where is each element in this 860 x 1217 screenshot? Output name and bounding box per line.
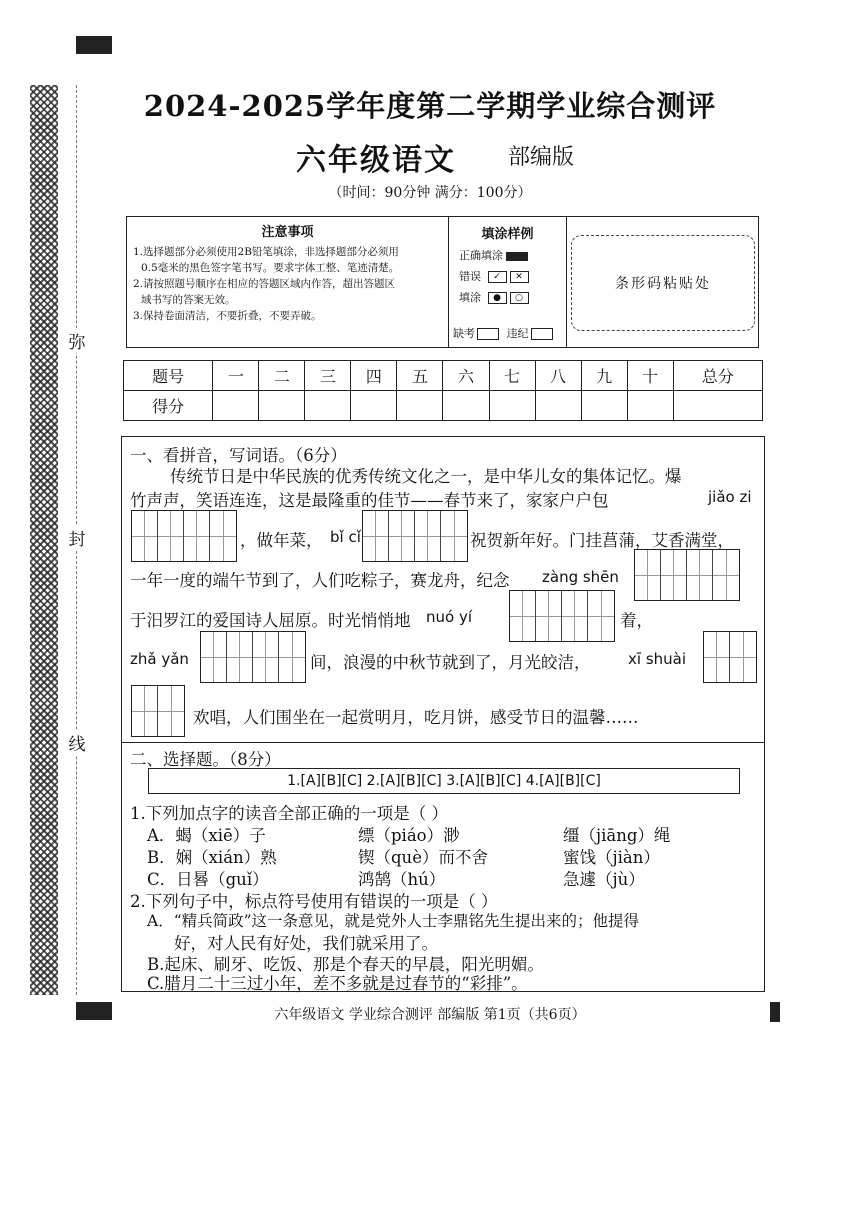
binding-char-feng: 封	[68, 525, 86, 550]
grid-cell[interactable]	[158, 511, 184, 561]
score-header-cell: 五	[397, 361, 443, 391]
grid-cell[interactable]	[253, 632, 279, 682]
sample-wrong-row-2	[459, 289, 566, 305]
grid-cell[interactable]	[279, 632, 305, 682]
q1-option-a2: 缥（piáo）渺	[358, 826, 460, 845]
registration-mark-top-left	[76, 36, 112, 54]
grid-cell[interactable]	[730, 632, 756, 682]
section1-line-7: 欢唱，人们围坐在一起赏明月，吃月饼，感受节日的温馨……	[193, 708, 639, 727]
grid-cell[interactable]	[562, 591, 588, 641]
edition-label: 部编版	[508, 145, 575, 170]
question-1: 1.下列加点字的读音全部正确的一项是（ ）	[130, 804, 448, 823]
notice-item: 域书写的答案无效。	[141, 294, 236, 306]
answer-bubble-bar[interactable]: 1.[A][B][C] 2.[A][B][C] 3.[A][B][C] 4.[A][B][C]	[148, 768, 740, 794]
score-cell[interactable]	[673, 391, 762, 421]
sample-column	[449, 217, 567, 347]
pinyin-xishuai: xī shuài	[628, 650, 687, 668]
grid-cell[interactable]	[510, 591, 536, 641]
score-cell[interactable]	[351, 391, 397, 421]
dot-swatch-icon: ●	[488, 292, 507, 304]
sample-fill-label: 填涂	[459, 291, 481, 304]
score-row-label: 得分	[124, 391, 213, 421]
sample-correct-label: 正确填涂	[459, 249, 503, 262]
q2-option-c: C.腊月二十三过小年，差不多就是过春节的“彩排”。	[147, 974, 528, 993]
score-cell[interactable]	[489, 391, 535, 421]
score-header-cell: 总分	[673, 361, 762, 391]
score-header-cell: 四	[351, 361, 397, 391]
pinyin-nuoyi: nuó yí	[426, 608, 473, 626]
section1-line-3b: 祝贺新年好。门挂菖蒲，艾香满堂，	[470, 531, 734, 550]
absent-label: 缺考	[453, 327, 475, 340]
q1-option-b3: 蜜饯（jiàn）	[563, 848, 660, 867]
pinyin-zhayan: zhǎ yǎn	[130, 650, 189, 668]
score-cell[interactable]	[305, 391, 351, 421]
q1-option-a1: A．蝎（xiē）子	[147, 826, 266, 845]
section1-line-4: 一年一度的端午节到了，人们吃粽子，赛龙舟，纪念	[130, 571, 510, 590]
absent-checkbox[interactable]	[477, 328, 499, 340]
score-cell[interactable]	[627, 391, 673, 421]
q1-option-b1: B．娴（xián）熟	[147, 848, 277, 867]
notice-column	[127, 217, 449, 347]
notice-item: 1.选择题部分必须使用2B铅笔填涂，非选择题部分必须用	[133, 246, 399, 258]
violation-label: 违纪	[506, 327, 529, 340]
score-cell[interactable]	[259, 391, 305, 421]
sample-wrong-label: 错误	[459, 270, 481, 283]
write-grid-bici[interactable]	[362, 510, 468, 562]
grid-cell[interactable]	[184, 511, 210, 561]
score-header-cell: 题号	[124, 361, 213, 391]
pinyin-zangshen: zàng shēn	[542, 568, 619, 586]
write-grid-xishuai-1[interactable]	[703, 631, 757, 683]
q1-option-c3: 急遽（jù）	[563, 870, 645, 889]
grid-cell[interactable]	[415, 511, 441, 561]
q1-option-a3: 缰（jiāng）绳	[563, 826, 671, 845]
grid-cell[interactable]	[210, 511, 236, 561]
write-grid-nuoyi[interactable]	[509, 590, 615, 642]
barcode-area: 条形码粘贴处	[571, 235, 755, 331]
q2-option-a-line1: A．“精兵简政”这一条意见，就是党外人士李鼎铭先生提出来的；他提得	[147, 912, 640, 930]
section1-line-5: 于汨罗江的爱国诗人屈原。时光悄悄地	[130, 611, 411, 630]
score-header-row	[124, 361, 763, 391]
section2-heading: 二、选择题。（8分）	[130, 750, 281, 769]
filled-swatch-icon	[506, 252, 528, 261]
section1-line-3a: ，做年菜，	[240, 531, 323, 550]
subject-title: 六年级语文	[296, 143, 456, 178]
sample-correct-row	[459, 247, 566, 263]
score-header-cell: 九	[581, 361, 627, 391]
pinyin-jiaozi: jiǎo zi	[708, 488, 752, 506]
binding-char-mi: 弥	[68, 328, 86, 353]
grid-cell[interactable]	[201, 632, 227, 682]
section1-line-1: 传统节日是中华民族的优秀传统文化之一，是中华儿女的集体记忆。爆	[170, 467, 682, 486]
pinyin-bici: bǐ cǐ	[330, 528, 361, 546]
score-header-cell: 二	[259, 361, 305, 391]
score-header-cell: 三	[305, 361, 351, 391]
score-cell[interactable]	[535, 391, 581, 421]
section1-line-6: 间，浪漫的中秋节就到了，月光皎洁，	[310, 653, 591, 672]
question-2: 2.下列句子中，标点符号使用有错误的一项是（ ）	[130, 892, 498, 911]
grid-cell[interactable]	[536, 591, 562, 641]
write-grid-zangshen[interactable]	[634, 549, 740, 601]
notice-item: 3.保持卷面清洁，不要折叠，不要弄破。	[133, 310, 322, 322]
write-grid-jiaozi[interactable]	[131, 510, 237, 562]
notice-item: 0.5毫米的黑色签字笔书写。要求字体工整、笔迹清楚。	[141, 262, 400, 274]
grid-cell[interactable]	[588, 591, 614, 641]
grid-cell[interactable]	[704, 632, 730, 682]
section1-line-5b: 着，	[620, 611, 653, 630]
q1-option-c2: 鸿鹄（hú）	[358, 870, 446, 889]
notice-title: 注意事项	[261, 225, 314, 240]
grid-cell[interactable]	[389, 511, 415, 561]
binding-strip	[30, 85, 58, 995]
binding-char-xian: 线	[68, 730, 86, 755]
notice-box	[126, 216, 759, 348]
cross-swatch-icon: ✕	[510, 271, 529, 283]
score-cell[interactable]	[213, 391, 259, 421]
section-divider	[121, 742, 765, 743]
grid-cell[interactable]	[227, 632, 253, 682]
score-table	[123, 360, 763, 421]
section1-heading: 一、看拼音，写词语。（6分）	[130, 446, 347, 465]
score-header-cell: 六	[443, 361, 489, 391]
check-swatch-icon: ✓	[488, 271, 507, 283]
grid-cell[interactable]	[363, 511, 389, 561]
score-header-cell: 一	[213, 361, 259, 391]
grid-cell[interactable]	[713, 550, 739, 600]
score-header-cell: 七	[489, 361, 535, 391]
grid-cell[interactable]	[661, 550, 687, 600]
absent-violation-row	[449, 325, 571, 341]
grid-cell[interactable]	[132, 511, 158, 561]
page-title: 2024-2025学年度第二学期学业综合测评	[143, 89, 717, 123]
sample-title: 填涂样例	[481, 227, 534, 242]
score-header-cell: 十	[627, 361, 673, 391]
circle-swatch-icon: ○	[510, 292, 529, 304]
write-grid-zhayan[interactable]	[200, 631, 306, 683]
score-header-cell: 八	[535, 361, 581, 391]
page-footer: 六年级语文 学业综合测评 部编版 第1页（共6页）	[274, 1007, 586, 1023]
grid-cell[interactable]	[635, 550, 661, 600]
time-info: （时间：90分钟 满分：100分）	[328, 185, 532, 201]
grid-cell[interactable]	[132, 686, 158, 736]
notice-item: 2.请按照题号顺序在相应的答题区域内作答，超出答题区	[133, 278, 396, 290]
score-value-row	[124, 391, 763, 421]
q1-option-c1: C．日晷（guǐ）	[147, 870, 269, 889]
section1-line-2: 竹声声，笑语连连，这是最隆重的佳节——春节来了，家家户户包	[130, 491, 609, 510]
grid-cell[interactable]	[441, 511, 467, 561]
q1-option-b2: 锲（què）而不舍	[358, 848, 488, 867]
sample-wrong-row-1	[459, 268, 566, 284]
violation-checkbox[interactable]	[531, 328, 553, 340]
write-grid-xishuai-2[interactable]	[131, 685, 185, 737]
grid-cell[interactable]	[158, 686, 184, 736]
q2-option-a-line2: 好，对人民有好处，我们就采用了。	[174, 934, 438, 953]
score-cell[interactable]	[581, 391, 627, 421]
grid-cell[interactable]	[687, 550, 713, 600]
score-cell[interactable]	[443, 391, 489, 421]
q2-option-b: B.起床、刷牙、吃饭、那是个春天的早晨，阳光明媚。	[147, 955, 544, 974]
score-cell[interactable]	[397, 391, 443, 421]
